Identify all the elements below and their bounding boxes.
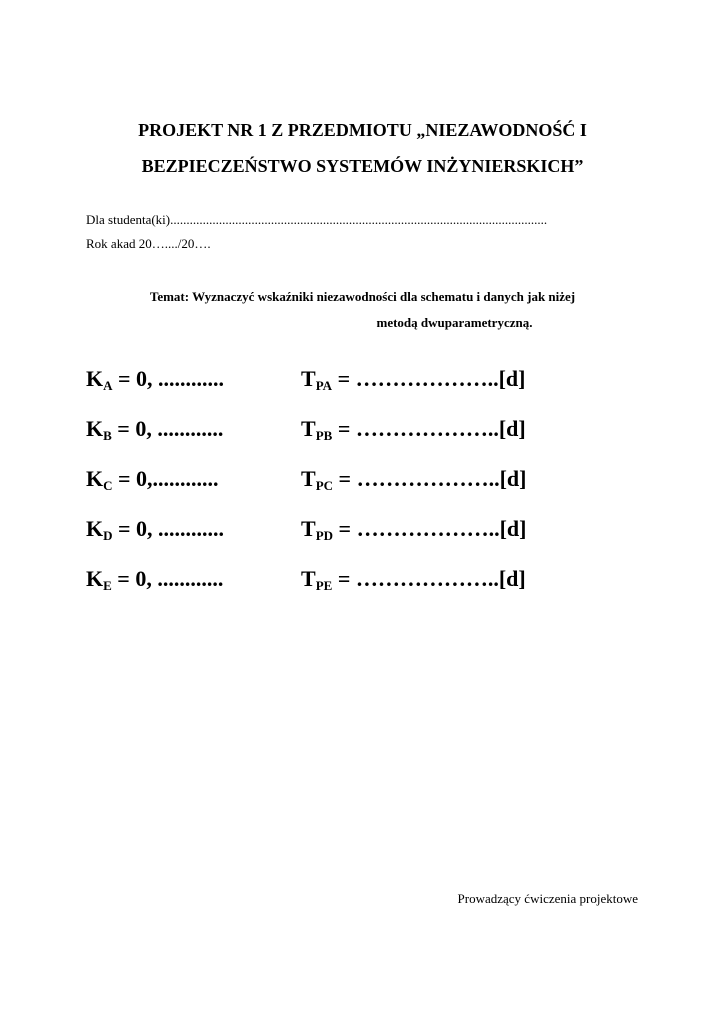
document-title-line-2: BEZPIECZEŃSTWO SYSTEMÓW INŻYNIERSKICH” bbox=[141, 156, 584, 176]
t-time-b: $T_{PB}$ = ………………..[d] bbox=[301, 416, 526, 443]
k-coefficient-d: $K_D = 0$, ............ bbox=[86, 516, 225, 543]
k-coefficient-b: $K_B = 0$, ............ bbox=[86, 416, 224, 443]
document-title-line-1: PROJEKT NR 1 Z PRZEDMIOTU „NIEZAWODNOŚĆ I bbox=[138, 120, 587, 140]
t-time-e: $T_{PE}$ = ………………..[d] bbox=[301, 566, 526, 593]
t-time-a: $T_{PA}$ = ………………..[d] bbox=[301, 366, 526, 393]
topic-line-1: Temat: Wyznaczyć wskaźniki niezawodności dla schematu i danych jak niżej bbox=[149, 289, 576, 304]
t-time-d: $T_{PD}$ = ………………..[d] bbox=[301, 516, 527, 543]
k-coefficient-c: $K_C = 0$,............ bbox=[86, 466, 219, 493]
student-name-line: Dla studenta(ki).................................................................................................................... bbox=[86, 212, 548, 227]
topic-line-2: metodą dwuparametryczną. bbox=[376, 315, 533, 330]
k-coefficient-e: $K_E = 0$, ............ bbox=[86, 566, 224, 593]
k-coefficient-a: $K_A = 0$, ............ bbox=[86, 366, 225, 393]
academic-year-line: Rok akad 20…..../20…. bbox=[86, 236, 211, 251]
instructor-signature-label: Prowadzący ćwiczenia projektowe bbox=[457, 891, 638, 906]
t-time-c: $T_{PC}$ = ………………..[d] bbox=[301, 466, 527, 493]
